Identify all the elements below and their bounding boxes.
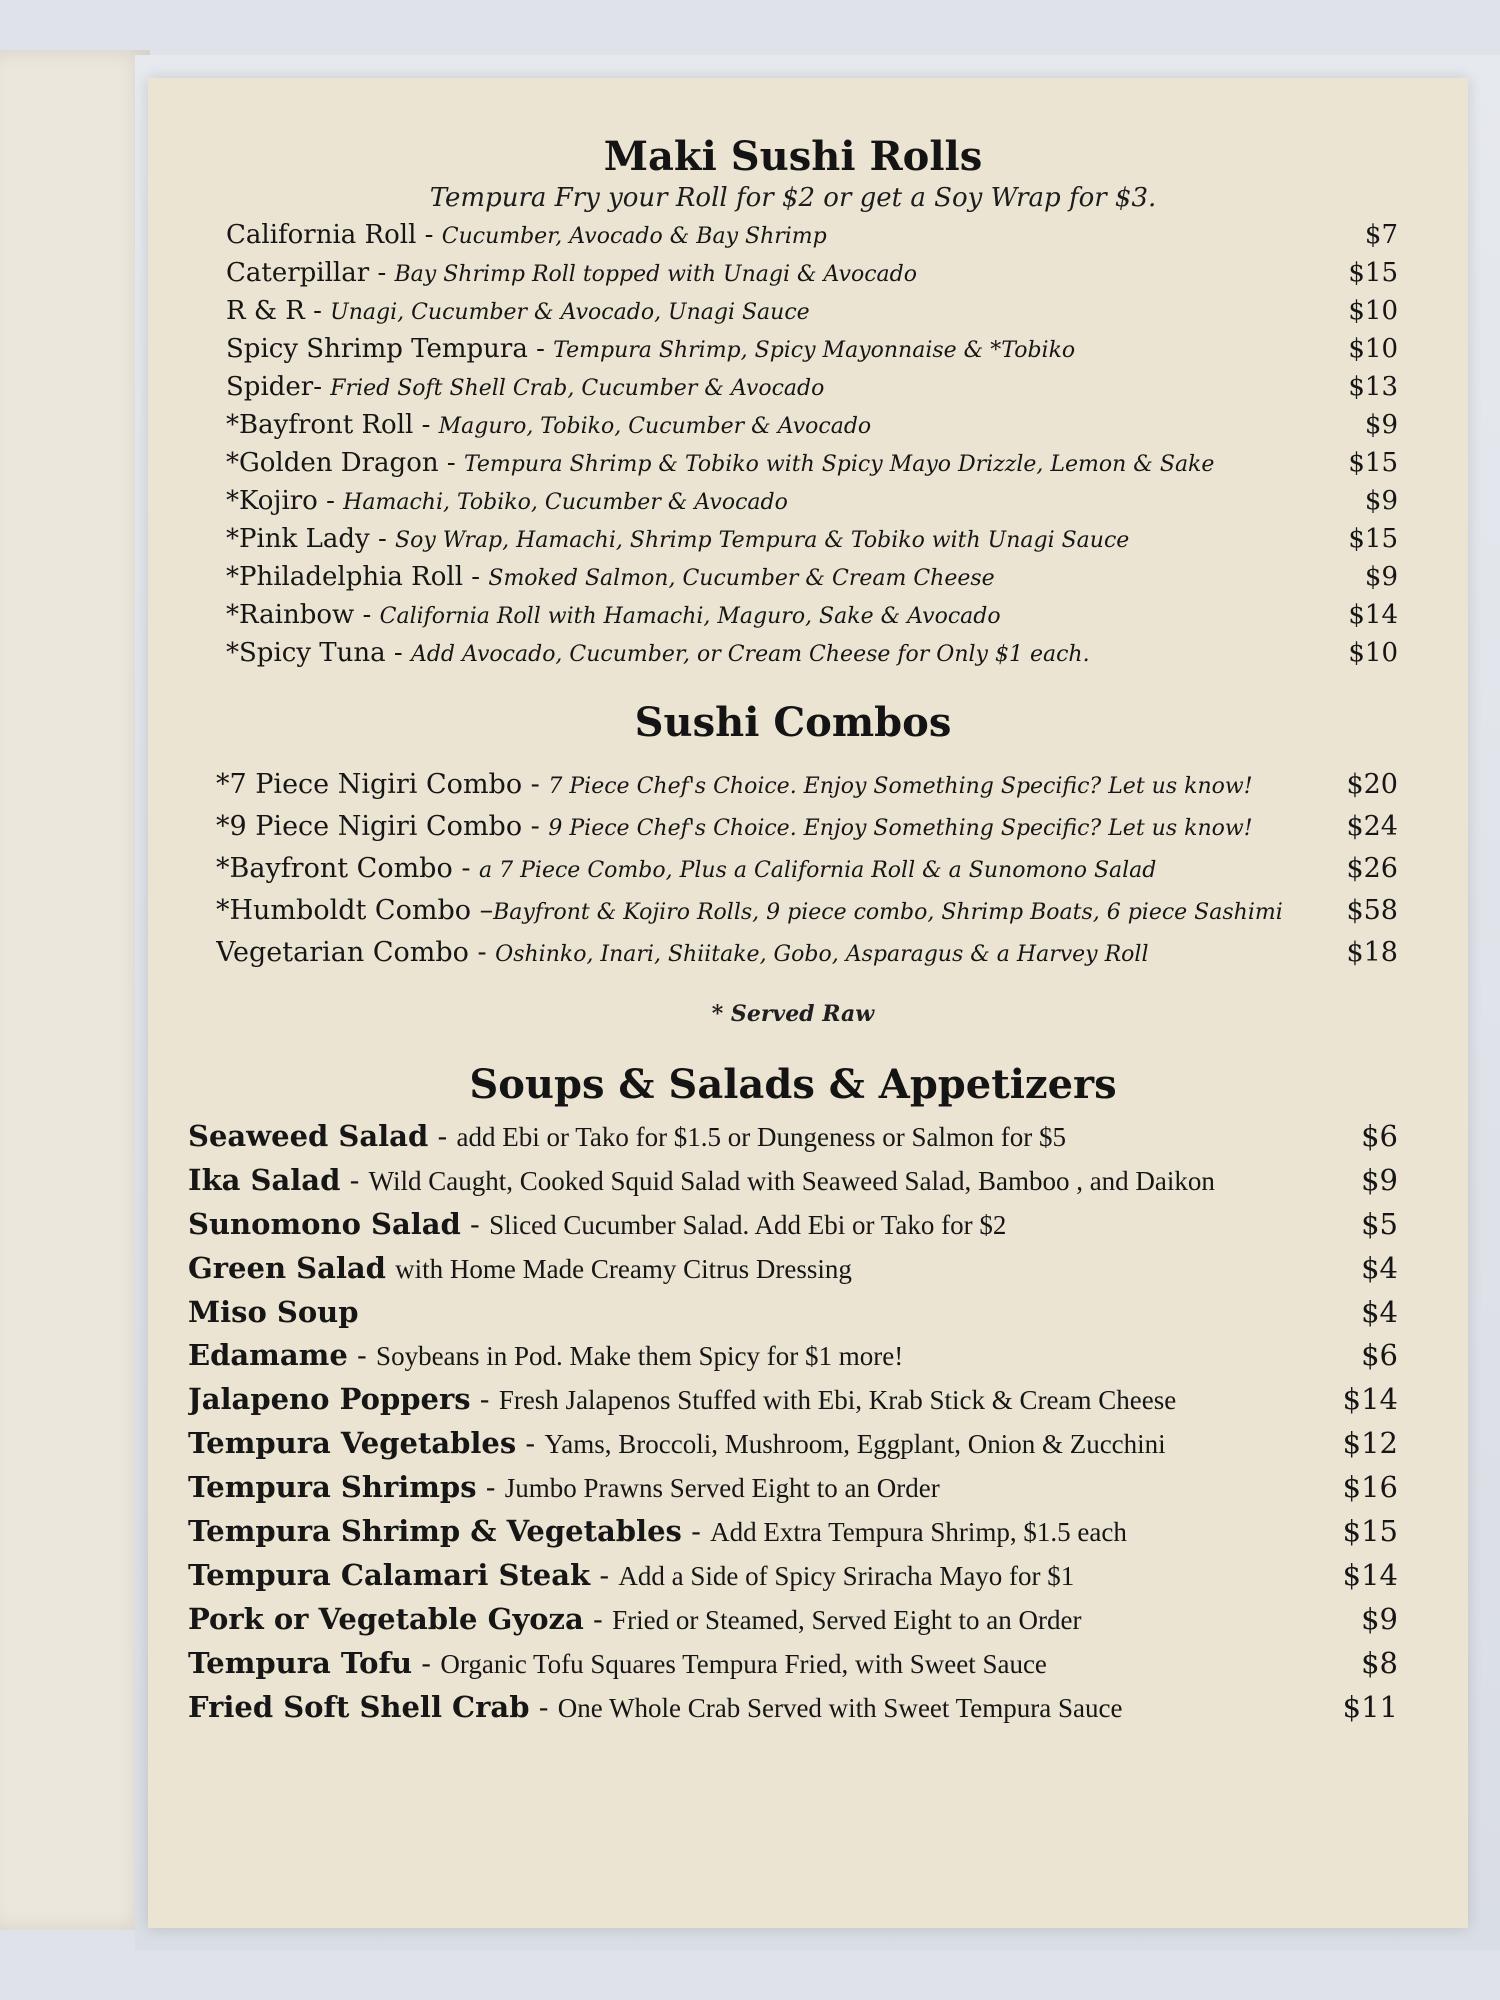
menu-item-description: Bayfront & Kojiro Rolls, 9 piece combo, Shrimp Boats, 6 piece Sashimi	[493, 900, 1283, 925]
menu-item-name: Tempura Shrimps	[188, 1470, 477, 1504]
menu-item-description: Maguro, Tobiko, Cucumber & Avocado	[438, 414, 872, 439]
menu-item-text	[226, 217, 1314, 255]
menu-item-price: $10	[1348, 296, 1398, 326]
menu-item-separator: -	[476, 1470, 505, 1504]
menu-item-separator: -	[583, 1602, 613, 1636]
menu-item-separator: -	[416, 220, 442, 250]
menu-item-name: *Humboldt Combo	[216, 895, 471, 926]
menu-item-text	[188, 1247, 1314, 1291]
menu-item-text	[226, 483, 1314, 521]
menu-item-text	[188, 1203, 1314, 1247]
menu-item-text	[216, 765, 1314, 807]
menu-item-separator: -	[347, 1338, 377, 1372]
menu-item-price: $14	[1348, 600, 1398, 630]
menu-item	[188, 483, 1398, 521]
menu-item-description: Tempura Shrimp, Spicy Mayonnaise & *Tobiko	[553, 338, 1076, 363]
menu-item-description: add Ebi or Tako for $1.5 or Dungeness or Salmon for $5	[456, 1122, 1067, 1152]
menu-item-description: Jumbo Prawns Served Eight to an Order	[504, 1473, 940, 1503]
menu-item	[188, 407, 1398, 445]
menu-item-price: $14	[1342, 1382, 1398, 1416]
menu-item-description: California Roll with Hamachi, Maguro, Sake & Avocado	[379, 604, 1001, 629]
menu-item-name: Tempura Vegetables	[188, 1426, 517, 1460]
menu-item-description: Add a Side of Spicy Sriracha Mayo for $1	[618, 1561, 1075, 1591]
menu-item-description: Unagi, Cucumber & Avocado, Unagi Sauce	[330, 300, 810, 325]
menu-item-name: Vegetarian Combo	[216, 937, 469, 968]
menu-item	[188, 293, 1398, 331]
menu-item-name: *Bayfront Combo	[216, 853, 453, 884]
menu-item-price: $24	[1346, 811, 1398, 842]
menu-item-price: $13	[1348, 372, 1398, 402]
section-subtitle: Tempura Fry your Roll for $2 or get a Soy Wrap for $3.	[429, 183, 1157, 213]
menu-item-name: *Spicy Tuna	[226, 638, 386, 668]
menu-item	[188, 1159, 1398, 1203]
menu-item-name: California Roll	[226, 220, 417, 250]
menu-item-description: Tempura Shrimp & Tobiko with Spicy Mayo Drizzle, Lemon & Sake	[463, 452, 1215, 477]
menu-item	[188, 635, 1398, 673]
menu-item	[188, 1203, 1398, 1247]
menu-item-description: Hamachi, Tobiko, Cucumber & Avocado	[343, 490, 788, 515]
menu-item-text	[226, 255, 1314, 293]
menu-item-price: $5	[1361, 1207, 1398, 1241]
menu-item-price: $26	[1346, 853, 1398, 884]
menu-item-description: One Whole Crab Served with Sweet Tempura Sauce	[557, 1693, 1123, 1723]
menu-item-description: Fried or Steamed, Served Eight to an Order	[612, 1605, 1082, 1635]
menu-item-text	[216, 933, 1314, 975]
menu-item	[188, 1115, 1398, 1159]
menu-item-price: $8	[1361, 1646, 1398, 1680]
menu-item-description: with Home Made Creamy Citrus Dressing	[395, 1254, 852, 1284]
menu-item-price: $12	[1342, 1426, 1398, 1460]
menu-item-description: 7 Piece Chef's Choice. Enjoy Something Specific? Let us know!	[548, 774, 1253, 799]
menu-item-name: *Golden Dragon	[226, 448, 439, 478]
menu-item-name: *Rainbow	[226, 600, 355, 630]
menu-item-name: Pork or Vegetable Gyoza	[188, 1602, 584, 1636]
menu-item-description: Add Extra Tempura Shrimp, $1.5 each	[710, 1517, 1127, 1547]
menu-item-name: *7 Piece Nigiri Combo	[216, 769, 523, 800]
menu-item-text	[188, 1686, 1314, 1730]
menu-item-separator	[386, 1251, 395, 1285]
menu-item-name: R & R	[226, 296, 305, 326]
menu-item	[188, 1554, 1398, 1598]
menu-item	[188, 933, 1398, 975]
menu-item	[188, 1334, 1398, 1378]
menu-item	[188, 217, 1398, 255]
menu-item-separator: -	[413, 410, 439, 440]
menu-item-separator: -	[369, 258, 395, 288]
menu-item-description: 9 Piece Chef's Choice. Enjoy Something Specific? Let us know!	[548, 816, 1253, 841]
menu-item-text	[226, 597, 1314, 635]
menu-item-price: $10	[1348, 638, 1398, 668]
menu-item-name: *Kojiro	[226, 486, 318, 516]
served-raw-note: * Served Raw	[711, 1001, 875, 1027]
menu-item-text	[226, 521, 1314, 559]
menu-item-separator: -	[385, 638, 411, 668]
menu-item-separator: -	[463, 562, 489, 592]
menu-item-price: $10	[1348, 334, 1398, 364]
menu-item-text	[188, 1334, 1314, 1378]
menu-item-description: Soy Wrap, Hamachi, Shrimp Tempura & Tobiko with Unagi Sauce	[395, 528, 1130, 553]
menu-item-text	[226, 635, 1314, 673]
section-title: Soups & Salads & Appetizers	[469, 1061, 1117, 1108]
menu-item-text	[188, 1291, 1314, 1334]
menu-item-text	[226, 331, 1314, 369]
menu-item-name: Spider	[226, 372, 314, 402]
menu-item-text	[188, 1115, 1314, 1159]
menu-item-separator: -	[317, 486, 344, 516]
menu-item-price: $15	[1348, 448, 1398, 478]
menu-item-name: Fried Soft Shell Crab	[188, 1690, 530, 1724]
menu-item	[188, 1291, 1398, 1334]
menu-item-text	[188, 1466, 1314, 1510]
menu-item-separator: -	[452, 853, 480, 884]
menu-item-text	[188, 1159, 1314, 1203]
menu-item-name: Jalapeno Poppers	[188, 1382, 471, 1416]
menu-item-text	[216, 849, 1314, 891]
menu-item	[188, 1466, 1398, 1510]
menu-item	[188, 765, 1398, 807]
menu-item-price: $15	[1348, 258, 1398, 288]
menu-item-separator: -	[522, 811, 549, 842]
menu-item-separator: -	[590, 1558, 619, 1592]
menu-page	[148, 78, 1468, 1928]
menu-item-price: $6	[1361, 1119, 1398, 1153]
section-title: Maki Sushi Rolls	[603, 133, 983, 180]
menu-item	[188, 807, 1398, 849]
menu-item-separator: -	[527, 334, 554, 364]
menu-item-name: Seaweed Salad	[188, 1119, 429, 1153]
menu-item-price: $9	[1364, 562, 1398, 592]
menu-item-separator: -	[313, 372, 331, 402]
menu-item-separator: -	[304, 296, 331, 326]
maki-list	[188, 217, 1398, 673]
menu-item-price: $16	[1342, 1470, 1398, 1504]
menu-item-text	[216, 891, 1314, 933]
menu-item-price: $9	[1361, 1602, 1398, 1636]
menu-item-name: *Bayfront Roll	[226, 410, 414, 440]
menu-item-name: Spicy Shrimp Tempura	[226, 334, 528, 364]
menu-item	[188, 1642, 1398, 1686]
menu-item-description: Wild Caught, Cooked Squid Salad with Seaweed Salad, Bamboo , and Daikon	[368, 1166, 1215, 1196]
menu-item-price: $6	[1361, 1338, 1398, 1372]
maki-sushi-rolls-section	[188, 133, 1398, 673]
menu-item-description: Soybeans in Pod. Make them Spicy for $1 more!	[376, 1341, 904, 1371]
menu-item-text	[226, 293, 1314, 331]
menu-item	[188, 891, 1398, 933]
menu-item-name: Green Salad	[188, 1251, 386, 1285]
menu-item-name: *9 Piece Nigiri Combo	[216, 811, 523, 842]
menu-item	[188, 597, 1398, 635]
menu-item-price: $15	[1342, 1514, 1398, 1548]
menu-item-price: $9	[1364, 410, 1398, 440]
menu-item	[188, 521, 1398, 559]
menu-item-text	[188, 1422, 1314, 1466]
menu-item	[188, 1422, 1398, 1466]
menu-item-separator: -	[522, 769, 549, 800]
menu-item-separator: -	[340, 1163, 369, 1197]
menu-item-name: Caterpillar	[226, 258, 370, 288]
soups-list	[188, 1115, 1398, 1730]
menu-item-text	[226, 369, 1314, 407]
menu-item-separator: -	[470, 1382, 499, 1416]
menu-item-price: $9	[1364, 486, 1398, 516]
menu-item-name: *Pink Lady	[226, 524, 370, 554]
menu-item-separator: -	[438, 448, 464, 478]
combos-list	[188, 765, 1398, 975]
menu-item-description: Add Avocado, Cucumber, or Cream Cheese for Only $1 each.	[410, 642, 1090, 667]
menu-item-price: $18	[1346, 937, 1398, 968]
menu-item-name: Sunomono Salad	[188, 1207, 461, 1241]
menu-item-name: Tempura Calamari Steak	[188, 1558, 591, 1592]
menu-item-description: Smoked Salmon, Cucumber & Cream Cheese	[488, 566, 995, 591]
menu-item-separator: -	[369, 524, 396, 554]
menu-item	[188, 1686, 1398, 1730]
menu-item-description: Cucumber, Avocado & Bay Shrimp	[441, 224, 827, 249]
menu-item	[188, 1247, 1398, 1291]
menu-item-price: $15	[1348, 524, 1398, 554]
menu-item-text	[188, 1598, 1314, 1642]
menu-item-text	[188, 1378, 1314, 1422]
menu-item-price: $7	[1364, 220, 1398, 250]
menu-item	[188, 255, 1398, 293]
menu-item-separator: -	[529, 1690, 558, 1724]
menu-item-price: $4	[1361, 1251, 1398, 1285]
menu-item-description: Organic Tofu Squares Tempura Fried, with Sweet Sauce	[440, 1649, 1047, 1679]
menu-item-text	[188, 1554, 1314, 1598]
menu-item-name: Tempura Tofu	[188, 1646, 413, 1680]
menu-item-text	[226, 445, 1314, 483]
menu-item-separator: -	[428, 1119, 457, 1153]
menu-item-description: Sliced Cucumber Salad. Add Ebi or Tako for $2	[489, 1210, 1007, 1240]
menu-item-separator: -	[412, 1646, 441, 1680]
menu-item-description: Fried Soft Shell Crab, Cucumber & Avocado	[330, 376, 825, 401]
menu-item-description: Yams, Broccoli, Mushroom, Eggplant, Onion & Zucchini	[544, 1429, 1166, 1459]
menu-item-name: Edamame	[188, 1338, 348, 1372]
menu-item-text	[188, 1642, 1314, 1686]
menu-item-description: a 7 Piece Combo, Plus a California Roll & a Sunomono Salad	[479, 858, 1157, 883]
left-menu-page	[0, 50, 150, 1930]
menu-item-separator: -	[354, 600, 380, 630]
menu-item	[188, 1598, 1398, 1642]
menu-item-price: $11	[1342, 1690, 1398, 1724]
menu-item-text	[216, 807, 1314, 849]
menu-item-separator: -	[516, 1426, 545, 1460]
menu-item-separator: -	[460, 1207, 490, 1241]
menu-item	[188, 331, 1398, 369]
menu-item-name: Tempura Shrimp & Vegetables	[188, 1514, 682, 1548]
menu-item-text	[226, 407, 1314, 445]
menu-item-description: Fresh Jalapenos Stuffed with Ebi, Krab Stick & Cream Cheese	[498, 1385, 1177, 1415]
menu-item-separator: -	[681, 1514, 711, 1548]
menu-item-price: $20	[1346, 769, 1398, 800]
menu-item-description: Bay Shrimp Roll topped with Unagi & Avocado	[394, 262, 917, 287]
menu-item-separator: -	[468, 937, 496, 968]
menu-item-description: Oshinko, Inari, Shiitake, Gobo, Asparagus & a Harvey Roll	[495, 942, 1149, 967]
menu-item-name: *Philadelphia Roll	[226, 562, 464, 592]
menu-item-price: $4	[1361, 1295, 1398, 1329]
menu-item-price: $9	[1361, 1163, 1398, 1197]
menu-item-name: Ika Salad	[188, 1163, 341, 1197]
menu-item	[188, 1378, 1398, 1422]
soups-salads-appetizers-section	[188, 1061, 1398, 1730]
menu-item	[188, 445, 1398, 483]
menu-item-separator: –	[470, 895, 494, 926]
menu-item	[188, 1510, 1398, 1554]
menu-item	[188, 369, 1398, 407]
menu-item-text	[188, 1510, 1314, 1554]
menu-item-price: $58	[1346, 895, 1398, 926]
menu-item-text	[226, 559, 1314, 597]
menu-item-price: $14	[1342, 1558, 1398, 1592]
menu-item	[188, 849, 1398, 891]
menu-item-name: Miso Soup	[188, 1295, 359, 1329]
menu-item	[188, 559, 1398, 597]
section-title: Sushi Combos	[634, 699, 952, 746]
sushi-combos-section	[188, 699, 1398, 1027]
